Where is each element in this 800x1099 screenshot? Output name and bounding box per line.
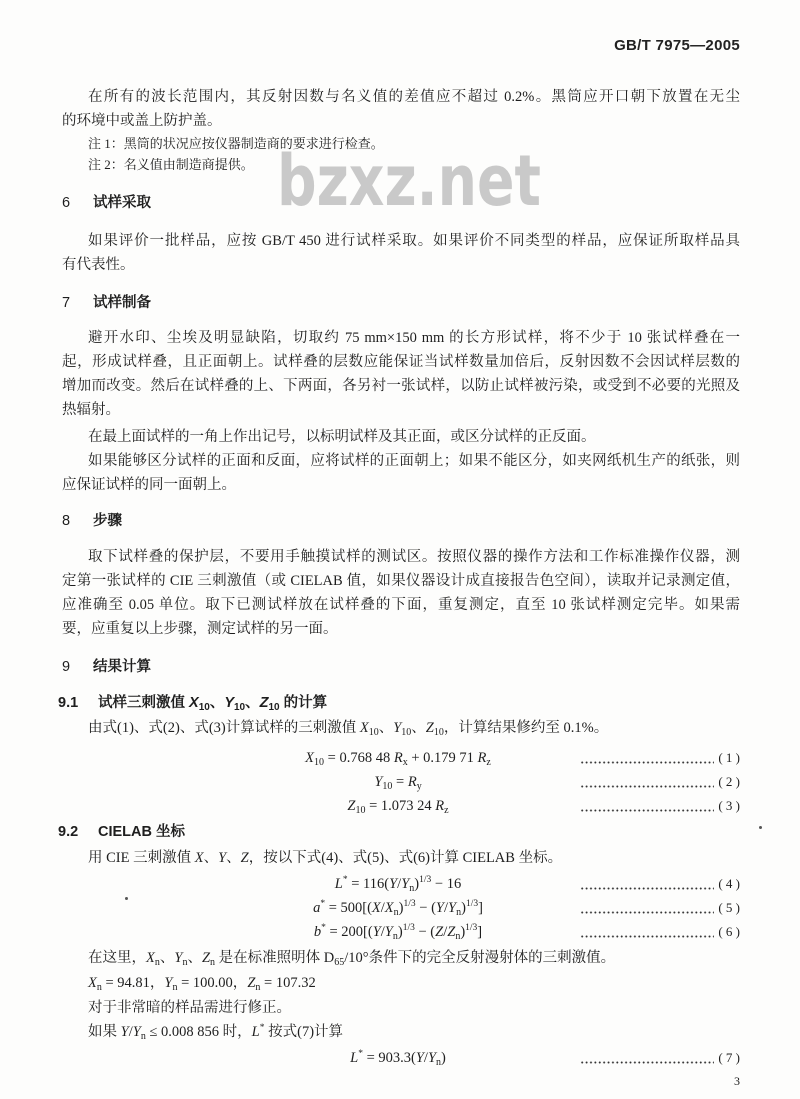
clause-8-heading [62,509,740,533]
equation-expression [238,920,558,944]
subscript: n [436,1057,442,1068]
text-run: ) [441,1050,446,1066]
paragraph-line: 应准确至 0.05 单位。取下已测试样放在试样叠的下面，重复测定，直至 10 张试样测定完毕。如果需 [62,597,740,613]
subscript: 10 [234,702,246,713]
text-run: = 500[( [325,900,372,916]
math-variable: X [189,695,199,711]
white-reference-values [62,971,740,995]
math-variable: Z [435,924,444,940]
equation-expression [238,794,558,818]
clause-title: 试样制备 [93,295,151,311]
subscript: n [154,957,160,968]
equation-expression [238,746,558,770]
dot-leader [580,761,714,764]
clause-number: 6 [62,195,71,211]
paragraph-line: 在所有的波长范围内，其反射因数与名义值的差值应不超过 0.2%。黑筒应开口朝下放置在无尘 [88,89,740,105]
paragraph-line: 热辐射。 [62,402,120,418]
paragraph-line: 在最上面试样的一角上作出记号，以标明试样及其正面，或区分试样的正反面。 [88,429,596,445]
subscript: n [455,931,461,942]
text-run: 、 [245,695,260,711]
clause-number: 8 [62,513,71,529]
text-run: = 94.81， [101,975,165,991]
equation-number: ( 1 ) [718,750,740,765]
subscript: z [486,757,491,768]
paragraph-line: 增加而改变。然后在试样叠的上、下两面，各另衬一张试样，以防止试样被污染，或受到不必要的光照及 [62,378,740,394]
dot-leader [580,887,714,890]
text-run: / [443,900,449,916]
clause-9-2-intro [62,846,740,870]
math-variable: Y [174,950,183,966]
math-variable: Z [447,924,456,940]
text-run: ] [477,924,483,940]
text-run: 的计算 [279,695,328,711]
paragraph-line: 取下试样叠的保护层，不要用手触摸试样的测试区。按照仪器的操作方法和工作标准操作仪器，测 [88,549,740,565]
subscript: 10 [314,757,325,768]
text-run: / [380,900,385,916]
text-run: = 1.073 24 [365,798,436,814]
equation-5 [62,896,740,920]
text-run: / [423,1050,428,1066]
text-run: ) [461,900,466,916]
equation-4 [62,872,740,896]
clause-title: 结果计算 [93,659,151,675]
paragraph-line [62,846,740,870]
superscript: 1/3 [465,899,479,909]
subscript: 65 [334,957,345,968]
paragraph-line: 定第一张试样的 CIE 三刺激值（或 CIELAB 值，如果仪器设计成直接报告色空间），读取并记录测定值， [62,573,740,589]
dot-leader [580,809,714,812]
text-run: = 200[( [325,924,373,940]
subscript: n [96,982,102,993]
text-run: ，按以下式(4)、式(5)、式(6)计算 CIELAB 坐标。 [248,850,563,866]
clause-7-paragraph-2 [62,425,740,497]
text-run: ≤ 0.008 856 时， [145,1024,252,1040]
equation-number: ( 4 ) [718,876,740,891]
clause-title: CIELAB 坐标 [98,824,185,840]
clause-title [98,695,327,711]
dot-leader [580,1061,714,1064]
text-run: 、 [378,720,394,736]
subscript: n [255,982,261,993]
equation-expression [238,872,558,896]
math-variable: X [305,750,315,766]
math-variable: L [251,1024,260,1040]
equation-number: ( 7 ) [718,1050,740,1065]
equation-expression [238,1046,558,1070]
text-run: 在这里， [88,950,146,966]
paragraph-line: 要，应重复以上步骤，测定试样的另一面。 [62,621,338,637]
paragraph-line: 起，形成试样叠，且正面朝上。试样叠的层数应能保证当试样数量加倍后，反射因数不会因试样层数的 [62,354,740,370]
subscript: n [140,1031,146,1042]
equation-number: ( 2 ) [718,774,740,789]
subscript: y [416,781,422,792]
text-run: 、 [411,720,426,736]
equation-number: ( 3 ) [718,798,740,813]
math-variable: Z [259,695,269,711]
clause-title: 试样采取 [93,195,151,211]
text-run: = [392,774,408,790]
page-number: 3 [734,1074,740,1088]
equation-6 [62,920,740,944]
dark-sample-note [62,996,740,1020]
math-variable: Y [389,876,398,892]
paragraph-line: 有代表性。 [62,257,135,273]
math-variable: L [334,876,343,892]
dark-sample-condition [62,1020,740,1044]
math-variable: X [88,975,97,991]
subscript: n [182,957,188,968]
standard-number-header: GB/T 7975—2005 [614,37,740,54]
math-variable: Y [393,720,402,736]
text-run: + 0.179 71 [407,750,478,766]
clause-number: 9.1 [58,695,79,711]
scan-speck [759,826,762,829]
equation-2 [62,770,740,794]
math-variable: X [359,720,369,736]
math-variable: Y [384,924,393,940]
text-run: − ( [414,924,436,940]
subscript: z [444,805,449,816]
text-run: / [397,876,402,892]
clause-6-paragraph [62,229,740,277]
paragraph-line [62,1020,740,1044]
subscript: 10 [268,702,280,713]
text-run: 由式(1)、式(2)、式(3)计算试样的三刺激值 [88,720,360,736]
superscript: * [259,1023,265,1033]
text-run: 用 CIE 三刺激值 [88,850,195,866]
text-run: ) [460,924,466,940]
math-variable: Z [425,720,434,736]
watermark: bzxz.net [277,140,541,222]
dot-leader [580,935,714,938]
math-variable: a [313,900,321,916]
text-run: ) [397,924,403,940]
superscript: 1/3 [465,923,478,933]
math-variable: Y [164,975,173,991]
text-run: /10°条件下的完全反射漫射体的三刺激值。 [344,950,616,966]
clause-9-1-intro [62,716,740,740]
equation-7 [62,1046,740,1070]
text-run: 、 [159,950,175,966]
math-variable: X [384,900,394,916]
math-variable: R [393,750,403,766]
clause-number: 9 [62,659,71,675]
math-variable: Y [435,900,444,916]
clause-9-2-explanation [62,946,740,970]
clause-9-1-heading [58,691,736,715]
text-run: = 100.00， [177,975,248,991]
subscript: 10 [382,781,393,792]
text-run: 、 [226,850,241,866]
math-variable: X [194,850,204,866]
note-2: 注 2：名义值由制造商提供。 [88,157,254,172]
text-run: ] [478,900,483,916]
paragraph-line: 对于非常暗的样品需进行修正。 [88,1000,291,1016]
math-variable: Y [132,1024,141,1040]
math-variable: R [435,798,445,814]
math-variable: Y [372,924,381,940]
math-variable: Y [120,1024,129,1040]
subscript: n [172,982,178,993]
math-variable: Z [347,798,356,814]
math-variable: Y [415,1050,424,1066]
text-run: ) [398,900,404,916]
clause-8-paragraph [62,545,740,641]
math-variable: R [407,774,417,790]
superscript: 1/3 [403,899,416,909]
math-variable: Y [374,774,383,790]
subscript: 10 [198,702,210,713]
superscript: * [320,899,326,909]
superscript: * [358,1049,363,1059]
paragraph-line: 避开水印、尘埃及明显缺陷，切取约 75 mm×150 mm 的长方形试样，将不少于 10 张试样叠在一 [88,330,740,346]
scan-speck [125,897,128,900]
superscript: * [342,875,348,885]
equation-number: ( 6 ) [718,924,740,939]
dot-leader [580,785,714,788]
equation-number: ( 5 ) [718,900,740,915]
text-run: / [443,924,448,940]
clause-5-continuation [62,85,740,133]
equation-expression [238,896,558,920]
text-run: = 903.3( [362,1050,416,1066]
math-variable: Y [448,900,457,916]
clause-title: 步骤 [93,513,122,529]
text-run: 、 [187,950,202,966]
subscript: 10 [433,727,444,738]
clause-9-2-heading [58,820,736,844]
math-variable: L [350,1050,359,1066]
paragraph-line: 的环境中或盖上防护盖。 [62,113,222,129]
text-run: = 107.32 [260,975,316,991]
subscript: n [392,931,398,942]
text-run: / [128,1024,133,1040]
subscript: 10 [401,727,412,738]
subscript: n [409,883,415,894]
math-variable: X [371,900,381,916]
text-run: − ( [415,900,436,916]
subscript: n [456,907,462,918]
text-run: ) [414,876,420,892]
superscript: 1/3 [402,923,415,933]
equation-expression [238,770,558,794]
clause-9-heading [62,655,740,679]
math-variable: R [477,750,487,766]
paragraph-line: 如果能够区分试样的正面和反面，应将试样的正面朝上；如果不能区分，如夹网纸机生产的纸张，则 [88,453,740,469]
text-run: ，计算结果修约至 0.1%。 [443,720,609,736]
clause-7-heading [62,291,740,315]
clause-7-paragraph-1 [62,326,740,422]
subscript: 10 [355,805,366,816]
math-variable: Y [218,850,227,866]
paragraph-line: 如果评价一批样品，应按 GB/T 450 进行试样采取。如果评价不同类型的样品，应保证所取样品具 [88,233,740,249]
text-run: 、 [209,695,225,711]
text-run: / [380,924,385,940]
equation-3 [62,794,740,818]
math-variable: Z [240,850,249,866]
math-variable: Z [247,975,256,991]
math-variable: Y [401,876,410,892]
paragraph-line [62,971,740,995]
paragraph-line [62,716,740,740]
subscript: n [393,907,399,918]
paragraph-line [62,946,740,970]
clause-number: 7 [62,295,71,311]
text-run: = 116( [347,876,390,892]
subscript: x [402,757,408,768]
text-run: 是在标准照明体 D [215,950,335,966]
subscript: n [210,957,216,968]
equation-1 [62,746,740,770]
math-variable: Z [201,950,211,966]
dot-leader [580,911,714,914]
text-run: = 0.768 48 [324,750,394,766]
subscript: 10 [368,727,379,738]
paragraph-line: 应保证试样的同一面朝上。 [62,477,236,493]
math-variable: Y [427,1050,437,1066]
math-variable: Y [224,695,234,711]
text-run: 、 [203,850,219,866]
text-run: − 16 [431,876,462,892]
math-variable: b [313,924,322,940]
note-1: 注 1：黑筒的状况应按仪器制造商的要求进行检查。 [88,136,384,151]
text-run: 按式(7)计算 [264,1024,344,1040]
math-variable: X [146,950,155,966]
superscript: 1/3 [419,875,432,885]
clause-number: 9.2 [58,824,79,840]
text-run: 试样三刺激值 [98,695,190,711]
superscript: * [321,923,326,933]
text-run: 如果 [88,1024,121,1040]
